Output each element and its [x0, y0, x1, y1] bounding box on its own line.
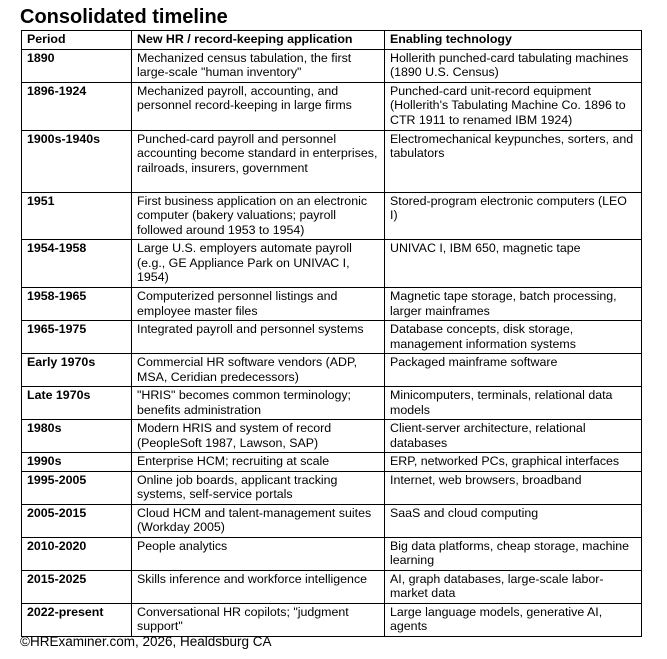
application-cell: Online job boards, applicant tracking systems, self-service portals — [132, 471, 385, 504]
technology-cell: SaaS and cloud computing — [385, 504, 642, 537]
period-cell: 1896-1924 — [22, 82, 132, 130]
technology-cell: AI, graph databases, large-scale labor-market data — [385, 570, 642, 603]
table-row — [22, 504, 642, 537]
table-header-row — [22, 31, 642, 50]
technology-cell: ERP, networked PCs, graphical interfaces — [385, 453, 642, 472]
period-cell: 1900s-1940s — [22, 130, 132, 192]
period-cell: Early 1970s — [22, 354, 132, 387]
copyright-footer: ©HRExaminer.com, 2026, Healdsburg CA — [20, 634, 272, 649]
period-cell: 1990s — [22, 453, 132, 472]
period-cell: 1995-2005 — [22, 471, 132, 504]
table-row — [22, 420, 642, 453]
period-cell: 1890 — [22, 49, 132, 82]
table-row — [22, 537, 642, 570]
timeline-table — [21, 30, 642, 637]
application-cell: Enterprise HCM; recruiting at scale — [132, 453, 385, 472]
technology-cell: Stored-program electronic computers (LEO I) — [385, 192, 642, 240]
period-cell: Late 1970s — [22, 387, 132, 420]
application-cell: Large U.S. employers automate payroll (e.g., GE Appliance Park on UNIVAC I, 1954) — [132, 240, 385, 288]
technology-cell: UNIVAC I, IBM 650, magnetic tape — [385, 240, 642, 288]
technology-cell: Punched-card unit-record equipment (Hollerith's Tabulating Machine Co. 1896 to CTR 1911 to renamed IBM 1924) — [385, 82, 642, 130]
period-cell: 1965-1975 — [22, 321, 132, 354]
page-title: Consolidated timeline — [20, 6, 228, 28]
table-row — [22, 471, 642, 504]
header-application: New HR / record-keeping application — [132, 31, 385, 50]
application-cell: Integrated payroll and personnel systems — [132, 321, 385, 354]
application-cell: Punched-card payroll and personnel accounting become standard in enterprises, railroads, insurers, government — [132, 130, 385, 192]
table-row — [22, 49, 642, 82]
application-cell: Skills inference and workforce intelligence — [132, 570, 385, 603]
application-cell: Commercial HR software vendors (ADP, MSA, Ceridian predecessors) — [132, 354, 385, 387]
table-row — [22, 130, 642, 192]
table-row — [22, 240, 642, 288]
technology-cell: Large language models, generative AI, agents — [385, 603, 642, 636]
application-cell: Cloud HCM and talent-management suites (Workday 2005) — [132, 504, 385, 537]
period-cell: 2015-2025 — [22, 570, 132, 603]
table-row — [22, 82, 642, 130]
header-technology: Enabling technology — [385, 31, 642, 50]
application-cell: Mechanized census tabulation, the first large-scale "human inventory" — [132, 49, 385, 82]
application-cell: Conversational HR copilots; "judgment support" — [132, 603, 385, 636]
table-row — [22, 288, 642, 321]
table-row — [22, 321, 642, 354]
table-row — [22, 570, 642, 603]
technology-cell: Internet, web browsers, broadband — [385, 471, 642, 504]
period-cell: 2010-2020 — [22, 537, 132, 570]
period-cell: 1951 — [22, 192, 132, 240]
period-cell: 1980s — [22, 420, 132, 453]
period-cell: 2022-present — [22, 603, 132, 636]
application-cell: Modern HRIS and system of record (PeopleSoft 1987, Lawson, SAP) — [132, 420, 385, 453]
technology-cell: Database concepts, disk storage, management information systems — [385, 321, 642, 354]
application-cell: Mechanized payroll, accounting, and personnel record-keeping in large firms — [132, 82, 385, 130]
table-row — [22, 354, 642, 387]
application-cell: Computerized personnel listings and employee master files — [132, 288, 385, 321]
application-cell: People analytics — [132, 537, 385, 570]
table-row — [22, 453, 642, 472]
period-cell: 2005-2015 — [22, 504, 132, 537]
technology-cell: Minicomputers, terminals, relational data models — [385, 387, 642, 420]
technology-cell: Electromechanical keypunches, sorters, and tabulators — [385, 130, 642, 192]
technology-cell: Big data platforms, cheap storage, machine learning — [385, 537, 642, 570]
technology-cell: Packaged mainframe software — [385, 354, 642, 387]
period-cell: 1954-1958 — [22, 240, 132, 288]
technology-cell: Client-server architecture, relational databases — [385, 420, 642, 453]
application-cell: "HRIS" becomes common terminology; benefits administration — [132, 387, 385, 420]
technology-cell: Magnetic tape storage, batch processing, larger mainframes — [385, 288, 642, 321]
table-row — [22, 192, 642, 240]
table-row — [22, 387, 642, 420]
application-cell: First business application on an electronic computer (bakery valuations; payroll followed around 1953 to 1954) — [132, 192, 385, 240]
table-row — [22, 603, 642, 636]
technology-cell: Hollerith punched-card tabulating machines (1890 U.S. Census) — [385, 49, 642, 82]
period-cell: 1958-1965 — [22, 288, 132, 321]
header-period: Period — [22, 31, 132, 50]
